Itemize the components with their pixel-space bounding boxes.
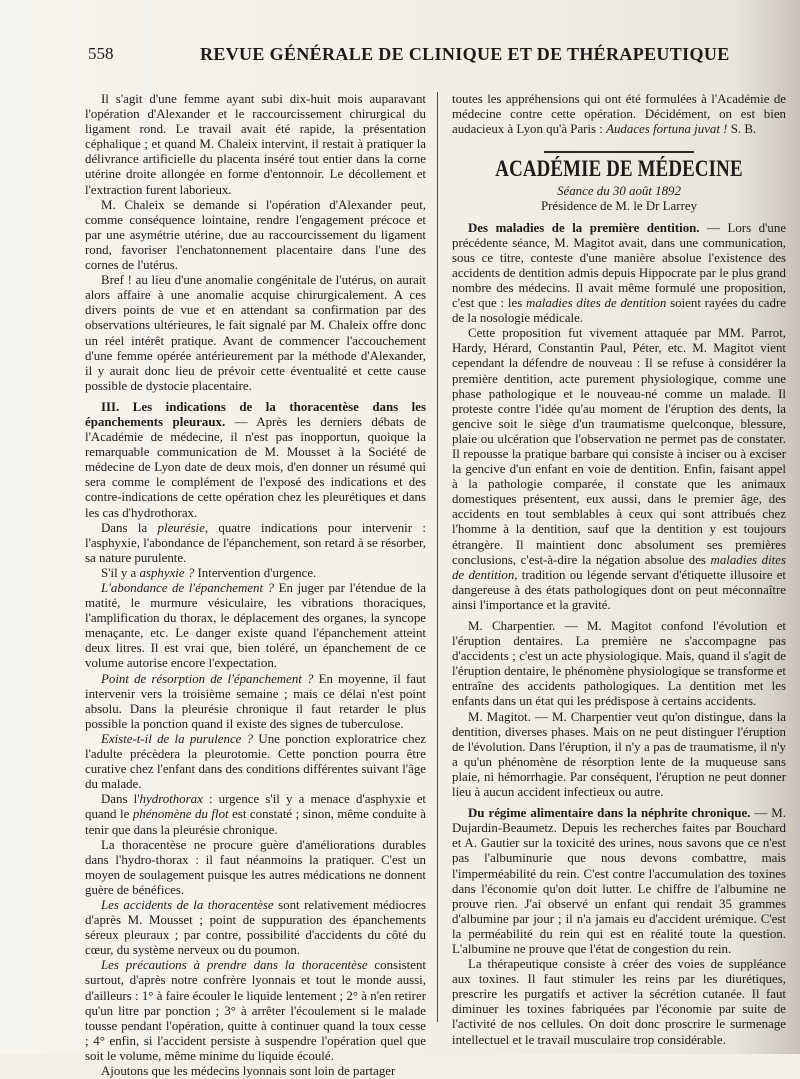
italic-run: maladies dites de dentition — [452, 552, 786, 582]
text-run: En juger par l'étendue de la matité, le murmure vésiculaire, les vibrations thoraciques, l'amplification du thorax, le déplacement des organes, la syncope menaçante, etc. Le danger existe quand l'épanchement atteint deux litres. Il est vrai que, bien toléré, un épanchement de ce volume autorise encore l'expectation. — [85, 581, 427, 671]
section-heading: Du régime alimentaire dans la néphrite chronique. — [468, 806, 751, 821]
text-run: Dans l' — [101, 792, 140, 807]
text-run: Cette proposition fut vivement attaquée par MM. Parrot, Hardy, Hérard, Constantin Paul, Péter, etc. M. Magitot vient cependant la défendre de nouveau : Il se refuse à considérer la première dentition, acte purement physiologique, comme une phase pathologique et le nouveau-né comme un malade. Il proteste contre l'idée qu'au moment de l'éruption des dents, la gencive soit le siège d'un traumatisme quelconque, blessure, plaie ou ulcération que l'observation ne permet pas de constater. Il repousse la pratique barbare qui consiste à inciser ou à exciser la gencive d'un enfant en voie de dentition. Enfin, faisant appel à la pathologie comparée, il constate que les animaux domestiques présentent, eux aussi, dans le premier âge, des accidents en tout semblables à ceux qui sont attribués chez l'homme à la dentition, sauf que la dentition y est toujours étrangère. Il maintient donc absolument ses premières conclusions, c'est-à-dire la négation absolue des — [452, 326, 786, 567]
paragraph: La thoracentèse ne procure guère d'améliorations durables dans l'hydro-thorax : il faut néanmoins la pratiquer. C'est un moyen de soulagement puisque les autres médications ne donnent guère de bénéfices. — [85, 837, 426, 897]
author-signature: S. B. — [730, 122, 757, 137]
section-heading: Des maladies de la première dentition. — [468, 220, 700, 235]
section-body: — Après les derniers débats de l'Académie de médecine, il n'est pas inopportun, quoique la remarquable communication de M. Mousset à la Société de médecine de Lyon date de deux mois, d'en donner un résumé qui sera comme le complément de l'exposé des indications et des contre-indications de cette opération chez les pleurétiques et dans les cas d'hydrothorax. — [85, 414, 426, 520]
paragraph — [85, 521, 426, 566]
presidency-line: Présidence de M. le Dr Larrey — [540, 199, 698, 214]
paragraph: Il s'agit d'une femme ayant subi dix-huit mois auparavant l'opération d'Alexander et le raccourcissement chirurgical du ligament rond. Le travail avait été rapide, la présentation céphalique ; et quand M. Chaleix intervint, il restait à pratiquer la délivrance artificielle du placenta inséré tout entier dans la corne utérine droite allongée en forme d'entonnoir. Le décollement et l'extraction furent laborieux. — [85, 92, 426, 197]
italic-run: maladies dites de dentition — [526, 296, 667, 311]
text-run: — M. Dujardin-Beaumetz. Depuis les recherches faites par Bouchard et A. Gautier sur la toxicité des urines, nous savons que ce n'est pas l'albuminurie que nous devons combattre, mais l'imperméabilité du rein. C'est contre l'accumulation des toxines dans l'économie qu'on doit lutter. Le chiffre de l'albumine ne prouve rien. J'ai observé un enfant qui rendait 35 grammes d'albumine par jour ; il n'a jamais eu d'accident urémique. C'est la perméabilité du rein qui est en réalité toute la question. L'albumine ne prouve que l'état de congestion du rein. — [452, 806, 786, 956]
right-column — [452, 92, 786, 1048]
section-paragraph-thoracentese — [85, 400, 426, 521]
paragraph — [452, 92, 786, 137]
italic-run: pleurésie — [157, 520, 205, 535]
section-paragraph-dentition — [452, 221, 786, 327]
italic-run: hydrothorax — [139, 792, 203, 807]
paragraph: M. Magitot. — M. Charpentier veut qu'on distingue, dans la dentition, diverses phases. Mais on ne peut distinguer l'éruption de l'évolution. Dans l'éruption, il n'y a pas de traumatisme, il n'y a qu'un phénomène de résorption lente de la muqueuse sans plaie, ni hémorrhagie. Par conséquent, l'éruption ne peut donner lieu à aucun accident infectieux ou autre. — [452, 709, 786, 800]
paragraph — [85, 566, 426, 581]
text-run: S'il y a — [101, 565, 140, 580]
italic-run: Les précautions à prendre dans la thoracentèse — [101, 958, 368, 973]
paragraph: La thérapeutique consiste à créer des voies de suppléance aux toxines. Il faut stimuler les reins par les diurétiques, prescrire les purgatifs et activer la sécrétion cutanée. Il faut diminuer les toxines fabriquées par l'économie par suite de l'activité de nos cellules. On doit donc proscrire le surmenage intellectuel et le travail musculaire trop considérable. — [452, 957, 786, 1047]
column-divider — [437, 92, 438, 1022]
italic-run: phénomène du flot — [132, 807, 229, 822]
text-run: Intervention d'urgence. — [194, 565, 317, 580]
running-header — [84, 44, 730, 68]
paragraph: M. Chaleix se demande si l'opération d'Alexander peut, comme conséquence lointaine, rendre l'engagement précoce et par une asymétrie utérine, due au raccourcissement du ligament rond, favoriser l'enchatonnement placentaire dans l'une des cornes de l'utérus. — [85, 197, 426, 273]
section-rule — [544, 151, 694, 153]
text-run: toutes les appréhensions qui ont été formulées à l'Académie de médecine contre cette opération. Décidément, on est bien audacieux à Lyon qu'à Paris : — [452, 92, 786, 137]
paragraph: Ajoutons que les médecins lyonnais sont loin de partager — [101, 1064, 396, 1078]
paragraph: Bref ! au lieu d'une anomalie congénitale de l'utérus, on aurait alors affaire à une anomalie acquise chirurgicalement. A ces divers points de vue et en attendant sa confirmation par des observations ultérieures, le fait signalé par M. Chaleix offre donc un réel intérêt pratique. Avant de commencer l'accouchement d'une femme opérée antérieurement par la méthode d'Alexander, il y aurait donc lieu de prévoir cette éventualité et cette cause possible de dystocie placentaire. — [85, 273, 426, 393]
text-run: , quatre indications pour intervenir : l'asphyxie, l'abondance de l'épanchement, son retard à se résorber, sa nature purulente. — [85, 520, 426, 565]
journal-title: REVUE GÉNÉRALE DE CLINIQUE ET DE THÉRAPEUTIQUE — [200, 44, 730, 64]
text-run: soient rayées du cadre de la nosologie médicale. — [452, 296, 786, 326]
paragraph — [85, 672, 426, 732]
italic-run: Point de résorption de l'épanchement ? — [101, 671, 314, 686]
paragraph — [85, 958, 426, 1064]
academy-heading: ACADÉMIE DE MÉDECINE — [495, 156, 743, 182]
paragraph: M. Charpentier. — M. Magitot confond l'évolution et l'éruption dentaires. La première ne s'accompagne pas d'accidents ; c'est un acte physiologique. Mais, quand il s'agit de l'éruption dentaire, le phénomène physiologique se transforme et entraîne des accidents pathologiques. La dentition met les enfants dans un état qui les prédispose à certains accidents. — [452, 619, 786, 709]
italic-run: Audaces fortuna juvat ! — [606, 122, 728, 137]
left-column — [85, 92, 426, 1079]
text-run: sont relativement médiocres d'après M. Mousset ; point de suppuration des épanchements séreux pleuraux ; par contre, possibilité d'accidents du côté du cœur, du système nerveux ou du poumon. — [85, 897, 426, 958]
session-date: Séance du 30 août 1892 — [557, 184, 681, 199]
paragraph — [85, 581, 426, 672]
page-number: 558 — [88, 44, 114, 63]
section-heading: III. Les indications de la thoracentèse dans les épanchements pleuraux. — [85, 399, 426, 429]
italic-run: L'abondance de l'épanchement ? — [101, 581, 275, 595]
italic-run: Existe-t-il de la purulence ? — [101, 731, 254, 746]
text-run: consistent surtout, d'après notre confrère lyonnais et tout le monde aussi, d'ailleurs : 1° à faire écouler le liquide lentement ; 2° à n'en retirer qu'un litre par ponction ; 3° à arrêter l'écoulement si le malade tousse pendant l'opération, quitte à continuer quand la toux cesse ; 4° enfin, si l'accident persiste à suspendre l'opération quel que soit le volume, même minime du liquide écoulé. — [85, 958, 426, 1063]
section-paragraph-nephrite — [452, 806, 786, 957]
paragraph — [85, 732, 426, 792]
text-run: Une ponction exploratrice chez l'adulte précèdera la pleurotomie. Cette ponction pourra être curative chez l'enfant dans des conditions différentes suivant l'âge du malade. — [85, 731, 427, 792]
text-run: est constaté ; sinon, même conduite à tenir que dans la pleurésie chronique. — [85, 807, 426, 837]
text-run: — Lors d'une précédente séance, M. Magitot avait, dans une communication, sous ce titre, conteste d'une manière absolue l'existence des accidents de dentition admis depuis Hippocrate par le plus grand nombre des médecins. Il avait même formulé une proposition, c'est que : les — [452, 220, 786, 311]
text-run: , tradition ou légende servant d'étiquette illusoire et dangereuse à des états pathologiques dont on peut méconnaître ainsi l'importance et la gravité. — [452, 567, 787, 612]
paragraph — [85, 792, 426, 837]
italic-run: asphyxie ? — [139, 565, 195, 580]
text-run: : urgence s'il y a menace d'asphyxie et quand le — [85, 792, 427, 822]
paragraph — [452, 326, 786, 613]
paragraph — [85, 898, 426, 958]
text-run: Dans la — [101, 520, 158, 535]
italic-run: Les accidents de la thoracentèse — [101, 897, 274, 912]
text-run: En moyenne, il faut intervenir vers la troisième semaine ; mais ce délai n'est point absolu. Dans la pleurésie chronique il faut retarder le plus possible la ponction quand il existe des signes de tuberculose. — [85, 671, 426, 731]
